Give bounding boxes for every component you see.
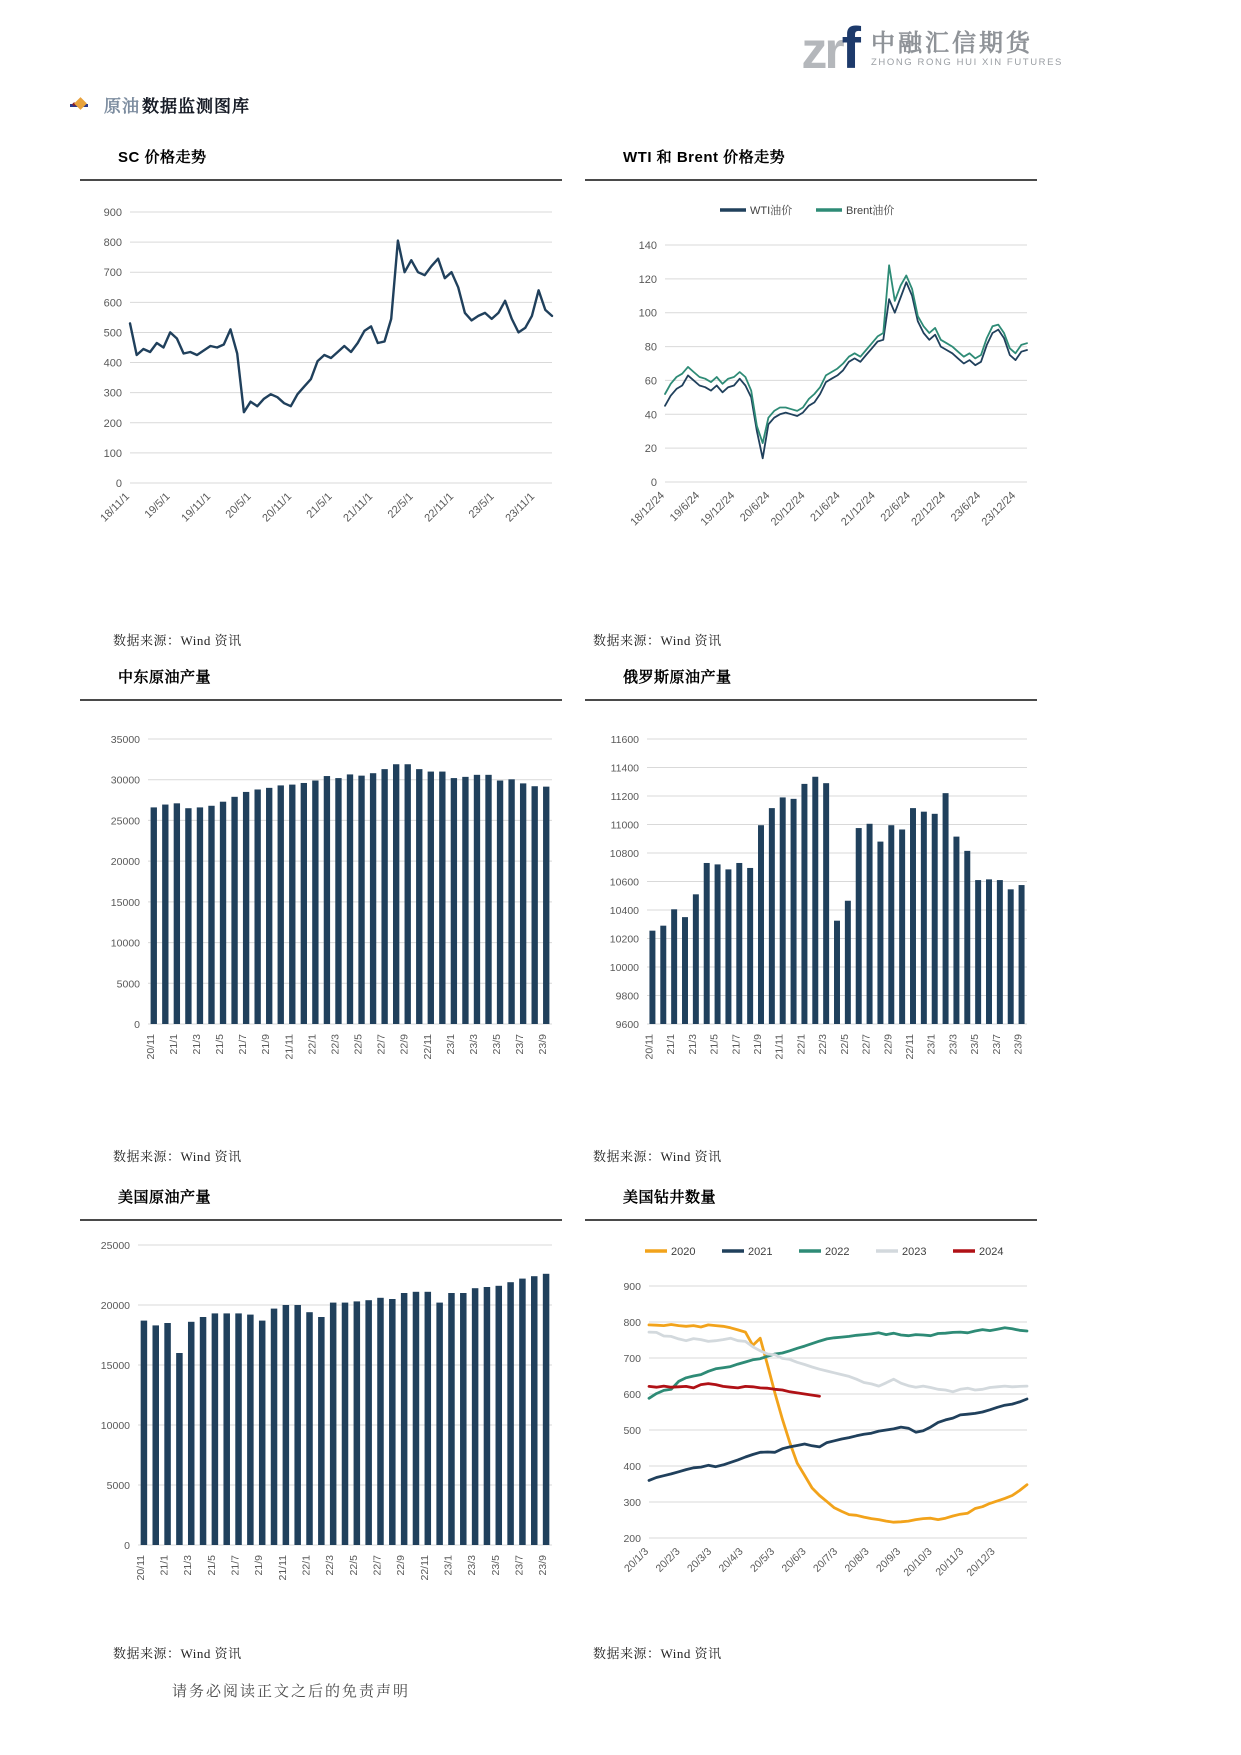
svg-text:21/3: 21/3 (190, 1034, 203, 1055)
svg-text:21/11: 21/11 (283, 1034, 296, 1060)
section-header (70, 92, 250, 117)
sc-price-chart-block (80, 146, 562, 551)
svg-text:500: 500 (623, 1425, 641, 1437)
svg-text:21/6/24: 21/6/24 (808, 489, 843, 525)
brand-text (871, 30, 1063, 69)
svg-text:19/12/24: 19/12/24 (698, 489, 738, 529)
svg-text:22/5: 22/5 (352, 1034, 365, 1055)
svg-text:20/11: 20/11 (643, 1034, 656, 1060)
svg-text:10800: 10800 (609, 848, 639, 860)
svg-text:400: 400 (623, 1461, 641, 1473)
us-rigs-chart (585, 1221, 1037, 1621)
svg-text:23/5: 23/5 (489, 1555, 502, 1576)
svg-text:20/9/3: 20/9/3 (873, 1545, 904, 1575)
svg-text:22/7: 22/7 (375, 1034, 388, 1055)
svg-text:0: 0 (115, 478, 122, 490)
us-rigs-svg (585, 1221, 1037, 1616)
svg-text:20/8/3: 20/8/3 (842, 1545, 872, 1575)
svg-text:23/6/24: 23/6/24 (948, 489, 984, 525)
section-title (104, 92, 250, 117)
svg-text:Brent油价: Brent油价 (846, 205, 895, 217)
svg-text:18/12/24: 18/12/24 (628, 489, 668, 529)
svg-text:22/11/1: 22/11/1 (422, 490, 457, 525)
svg-text:21/9: 21/9 (253, 1555, 266, 1576)
section-title-rest: 数据监测图库 (142, 97, 250, 116)
svg-text:23/3: 23/3 (947, 1034, 960, 1055)
svg-text:23/1: 23/1 (444, 1034, 457, 1055)
svg-text:15000: 15000 (110, 896, 140, 909)
brand-header (801, 16, 1063, 81)
svg-text:5000: 5000 (116, 978, 140, 991)
section-title-highlight: 原油 (104, 97, 140, 116)
svg-text:20/10/3: 20/10/3 (901, 1545, 935, 1579)
svg-text:23/7: 23/7 (513, 1555, 526, 1576)
svg-text:21/5/1: 21/5/1 (304, 490, 335, 521)
svg-text:20000: 20000 (110, 856, 140, 869)
svg-text:20/12/3: 20/12/3 (964, 1545, 998, 1579)
svg-text:21/3: 21/3 (182, 1555, 195, 1576)
svg-text:21/7: 21/7 (229, 1555, 242, 1576)
zrf-logo (801, 16, 861, 81)
brand-name-cn: 中融汇信期货 (870, 29, 1033, 57)
data-source-label: 数据来源：Wind 资讯 (113, 1149, 242, 1164)
data-source-label: 数据来源：Wind 资讯 (113, 1646, 242, 1661)
svg-text:0: 0 (650, 477, 657, 489)
svg-text:22/11: 22/11 (904, 1034, 916, 1060)
svg-text:22/1: 22/1 (300, 1555, 313, 1576)
svg-text:900: 900 (623, 1281, 641, 1293)
svg-text:0: 0 (124, 1540, 130, 1552)
svg-text:20/11: 20/11 (134, 1555, 147, 1581)
svg-text:20/7/3: 20/7/3 (810, 1545, 841, 1575)
us-output-svg (80, 1221, 562, 1616)
russia-output-chart-block (585, 666, 1037, 1106)
us-output-chart-block (80, 1186, 562, 1621)
svg-text:200: 200 (623, 1533, 641, 1545)
data-source-label: 数据来源：Wind 资讯 (593, 1646, 722, 1661)
svg-text:2022: 2022 (825, 1246, 850, 1258)
middle-east-output-svg (80, 701, 562, 1101)
svg-text:500: 500 (103, 327, 122, 340)
svg-text:22/5/1: 22/5/1 (385, 490, 416, 521)
svg-text:22/7: 22/7 (860, 1034, 873, 1055)
svg-text:25000: 25000 (100, 1240, 130, 1252)
svg-text:900: 900 (103, 207, 122, 219)
svg-text:80: 80 (644, 341, 657, 354)
svg-text:23/3: 23/3 (466, 1555, 479, 1576)
svg-text:23/9: 23/9 (1012, 1034, 1025, 1055)
svg-text:10000: 10000 (609, 962, 639, 974)
svg-text:21/5: 21/5 (214, 1034, 227, 1055)
svg-text:21/5: 21/5 (205, 1555, 218, 1576)
logo-zr-text: zr (801, 22, 842, 80)
svg-text:22/6/24: 22/6/24 (878, 489, 913, 525)
svg-text:21/12/24: 21/12/24 (839, 489, 878, 529)
svg-text:WTI油价: WTI油价 (750, 205, 793, 217)
svg-text:22/11: 22/11 (418, 1555, 431, 1581)
svg-text:23/1: 23/1 (442, 1555, 455, 1576)
svg-text:11000: 11000 (610, 819, 639, 832)
svg-text:10600: 10600 (609, 876, 639, 889)
svg-text:25000: 25000 (110, 815, 140, 828)
chart-title: WTI 和 Brent 价格走势 (623, 149, 786, 166)
us-rigs-chart-block (585, 1186, 1037, 1621)
svg-text:5000: 5000 (106, 1480, 130, 1492)
svg-text:400: 400 (103, 357, 122, 370)
svg-text:23/7: 23/7 (514, 1034, 527, 1055)
svg-text:23/1: 23/1 (925, 1034, 938, 1055)
svg-text:10400: 10400 (609, 905, 639, 917)
svg-text:21/5: 21/5 (708, 1034, 721, 1055)
svg-text:23/5: 23/5 (491, 1034, 504, 1055)
svg-text:35000: 35000 (110, 734, 140, 746)
svg-text:21/11: 21/11 (276, 1555, 289, 1581)
svg-text:20/11/3: 20/11/3 (933, 1545, 967, 1579)
svg-text:300: 300 (103, 387, 122, 400)
svg-text:11200: 11200 (610, 791, 639, 803)
svg-text:22/12/24: 22/12/24 (909, 489, 949, 529)
svg-text:20000: 20000 (100, 1300, 130, 1312)
svg-text:23/9: 23/9 (537, 1034, 550, 1055)
sc-price-svg (80, 181, 562, 546)
svg-text:22/5: 22/5 (838, 1034, 851, 1055)
svg-text:22/1: 22/1 (306, 1034, 319, 1055)
svg-text:20/3/3: 20/3/3 (684, 1545, 715, 1575)
svg-text:100: 100 (638, 307, 657, 320)
svg-text:22/1: 22/1 (795, 1034, 808, 1055)
svg-text:700: 700 (623, 1353, 641, 1365)
chart-title: 美国钻井数量 (623, 1189, 717, 1206)
svg-text:9800: 9800 (615, 990, 639, 1003)
svg-text:200: 200 (103, 417, 122, 430)
svg-text:21/7: 21/7 (730, 1034, 743, 1055)
svg-text:23/5/1: 23/5/1 (466, 490, 497, 521)
svg-text:2020: 2020 (671, 1246, 696, 1258)
svg-text:21/1: 21/1 (665, 1034, 678, 1055)
svg-text:21/11: 21/11 (773, 1034, 786, 1060)
svg-text:21/1: 21/1 (167, 1034, 180, 1055)
chart-title: 俄罗斯原油产量 (623, 669, 732, 686)
svg-text:100: 100 (103, 447, 122, 460)
data-source-label: 数据来源：Wind 资讯 (593, 1149, 722, 1164)
svg-text:22/7: 22/7 (371, 1555, 384, 1576)
svg-text:21/9: 21/9 (752, 1034, 764, 1055)
svg-text:20/6/3: 20/6/3 (779, 1545, 809, 1575)
middle-east-output-chart (80, 701, 562, 1106)
wti-brent-chart (585, 181, 1037, 551)
russia-output-svg (585, 701, 1037, 1101)
wti-brent-chart-block (585, 146, 1037, 551)
svg-text:23/9: 23/9 (537, 1555, 550, 1576)
svg-text:22/3: 22/3 (817, 1034, 830, 1055)
svg-text:2021: 2021 (748, 1246, 773, 1258)
svg-text:21/3: 21/3 (686, 1034, 699, 1055)
svg-text:20/4/3: 20/4/3 (716, 1545, 746, 1575)
svg-text:19/6/24: 19/6/24 (667, 489, 703, 525)
brand-name-en: ZHONG RONG HUI XIN FUTURES (870, 57, 1063, 69)
disclaimer-footer: 请务必阅读正文之后的免责声明 (172, 1684, 411, 1700)
svg-text:21/1: 21/1 (158, 1555, 171, 1576)
svg-text:18/11/1: 18/11/1 (98, 490, 133, 525)
svg-text:22/11: 22/11 (421, 1034, 434, 1060)
svg-text:10000: 10000 (110, 937, 140, 950)
svg-text:19/11/1: 19/11/1 (179, 490, 214, 525)
svg-text:120: 120 (638, 273, 657, 286)
svg-text:20/1/3: 20/1/3 (621, 1545, 652, 1575)
svg-text:19/5/1: 19/5/1 (142, 490, 173, 521)
svg-text:700: 700 (103, 267, 122, 280)
chart-title: 中东原油产量 (118, 669, 212, 686)
section-bullet-icon (70, 97, 90, 113)
wti-brent-svg (585, 181, 1037, 546)
us-output-chart (80, 1221, 562, 1621)
svg-text:600: 600 (623, 1389, 641, 1401)
svg-text:22/3: 22/3 (329, 1034, 342, 1055)
svg-text:10200: 10200 (609, 933, 639, 946)
svg-text:9600: 9600 (615, 1019, 639, 1031)
svg-text:300: 300 (623, 1497, 641, 1509)
svg-text:20/5/1: 20/5/1 (223, 490, 254, 521)
svg-text:23/3: 23/3 (467, 1034, 480, 1055)
svg-text:60: 60 (644, 375, 657, 388)
svg-text:20/11/1: 20/11/1 (260, 490, 295, 525)
logo-f-text: f (841, 16, 861, 81)
svg-text:800: 800 (623, 1317, 641, 1329)
svg-text:20/2/3: 20/2/3 (653, 1545, 683, 1575)
svg-text:23/5: 23/5 (969, 1034, 982, 1055)
russia-output-chart (585, 701, 1037, 1106)
svg-text:0: 0 (134, 1019, 140, 1031)
svg-text:22/9: 22/9 (395, 1555, 408, 1576)
svg-text:11600: 11600 (610, 734, 639, 746)
svg-text:40: 40 (644, 409, 657, 422)
svg-text:20/12/24: 20/12/24 (768, 489, 808, 529)
svg-text:21/11/1: 21/11/1 (341, 490, 376, 525)
svg-text:22/3: 22/3 (324, 1555, 337, 1576)
data-source-label: 数据来源：Wind 资讯 (593, 633, 722, 648)
svg-text:2023: 2023 (902, 1246, 927, 1258)
svg-text:600: 600 (103, 297, 122, 310)
svg-text:20: 20 (644, 443, 657, 456)
svg-text:20/11: 20/11 (144, 1034, 157, 1060)
svg-text:140: 140 (638, 240, 657, 252)
chart-title: 美国原油产量 (118, 1189, 212, 1206)
svg-text:20/5/3: 20/5/3 (747, 1545, 778, 1575)
svg-text:15000: 15000 (100, 1360, 130, 1372)
svg-text:10000: 10000 (100, 1420, 130, 1432)
svg-text:22/5: 22/5 (347, 1555, 360, 1576)
svg-text:2024: 2024 (979, 1246, 1004, 1258)
svg-text:21/9: 21/9 (260, 1034, 273, 1055)
svg-text:21/7: 21/7 (237, 1034, 250, 1055)
svg-text:23/12/24: 23/12/24 (979, 489, 1019, 529)
svg-text:11400: 11400 (610, 762, 639, 775)
svg-text:22/9: 22/9 (882, 1034, 895, 1055)
svg-text:23/11/1: 23/11/1 (503, 490, 538, 525)
svg-text:800: 800 (103, 237, 122, 250)
svg-text:23/7: 23/7 (990, 1034, 1003, 1055)
svg-text:20/6/24: 20/6/24 (738, 489, 773, 525)
svg-text:22/9: 22/9 (398, 1034, 411, 1055)
sc-price-chart (80, 181, 562, 551)
svg-text:30000: 30000 (110, 774, 140, 787)
middle-east-output-chart-block (80, 666, 562, 1106)
data-source-label: 数据来源：Wind 资讯 (113, 633, 242, 648)
chart-title: SC 价格走势 (118, 149, 207, 166)
